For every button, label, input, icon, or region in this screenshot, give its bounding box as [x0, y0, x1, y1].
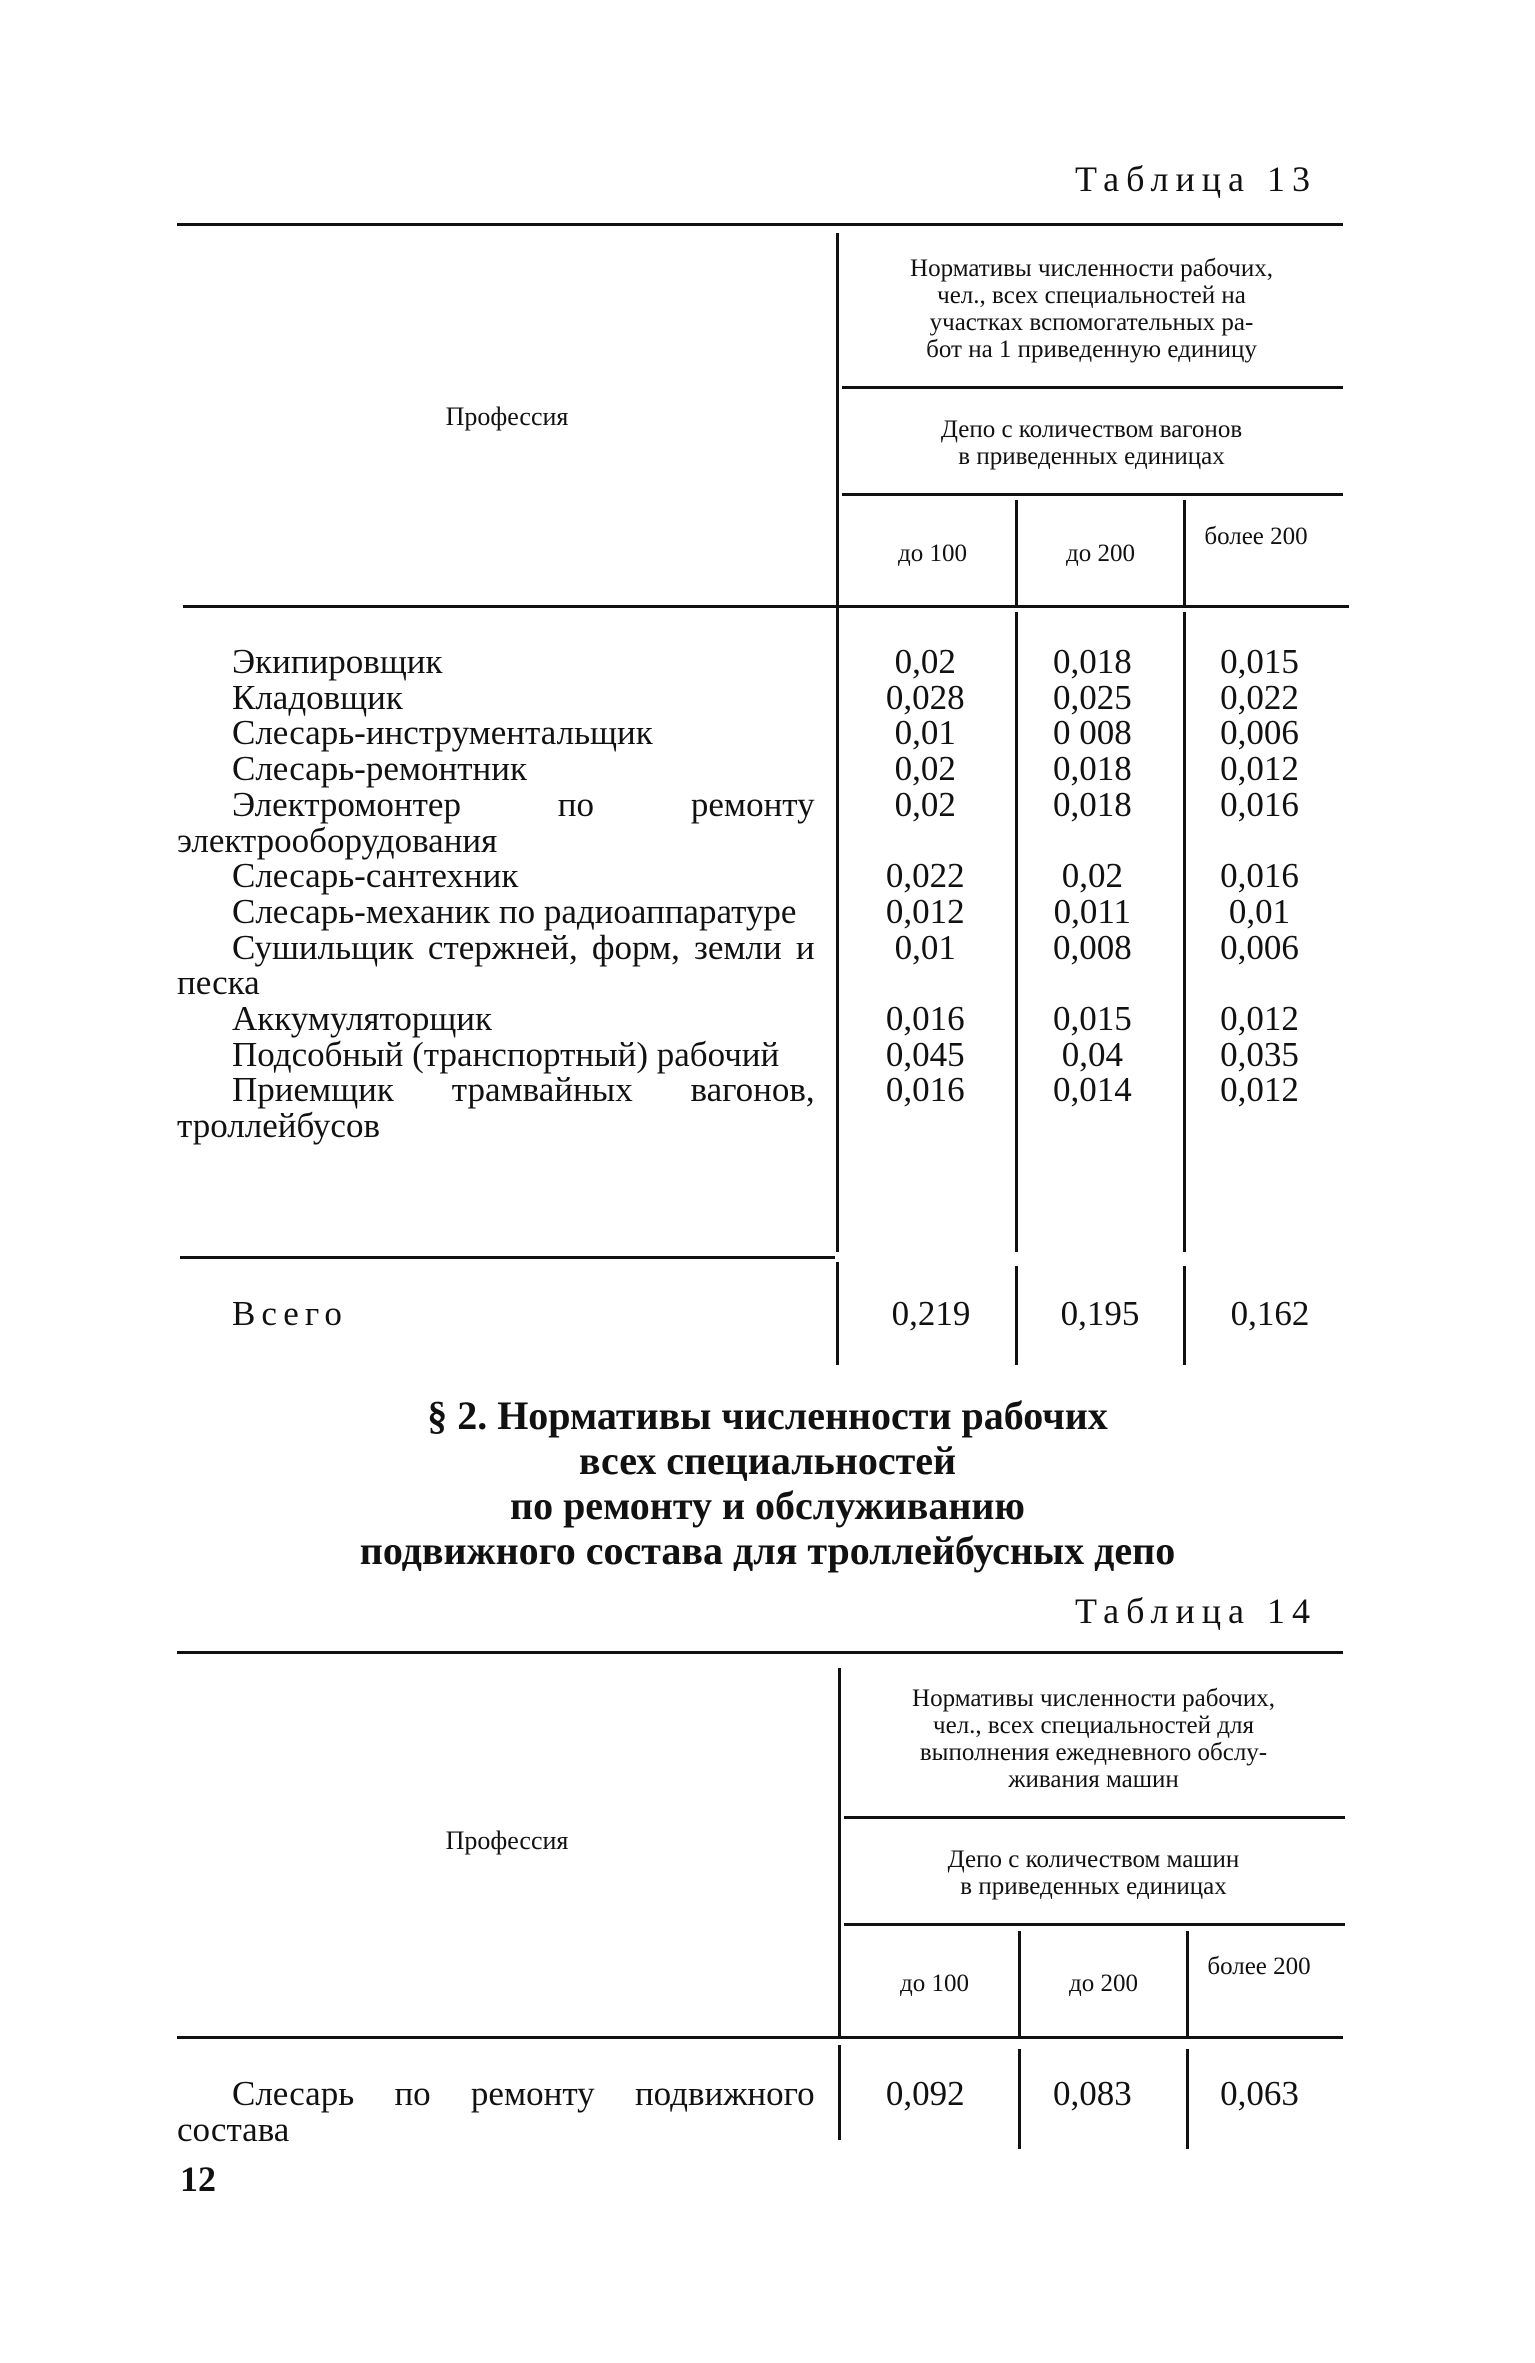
header-bottom-rule [183, 605, 1349, 608]
value-cell: 0,028 [885, 677, 965, 717]
value-cell: 0,018 [1052, 784, 1132, 824]
value-cell: 0,012 [1220, 749, 1299, 789]
table-row [177, 858, 1343, 894]
table-row [177, 677, 1343, 717]
value-cell: 0,006 [1220, 927, 1299, 967]
profession-header: Профессия [445, 402, 569, 431]
profession-cell: Подсобный (транспортный) рабочий [232, 1034, 780, 1074]
table-14-caption: Таблица 14 [1075, 1591, 1317, 1631]
heading-line: § 2. Нормативы численности рабочих [427, 1393, 1108, 1438]
table-row [177, 927, 1343, 1003]
table-13-body [177, 644, 1343, 1144]
profession-cell: Приемщик трамвайных вагонов, троллейбусов [177, 1070, 815, 1146]
header-rule [842, 493, 1343, 496]
table-row [177, 1001, 1343, 1037]
profession-cell: Слесарь-механик по радиоаппаратуре [232, 891, 797, 931]
header-line: Депо с количеством машин [947, 1846, 1240, 1873]
total-value: 0,195 [1060, 1294, 1140, 1333]
profession-cell: Слесарь-инструментальщик [232, 713, 653, 753]
value-cell: 0,012 [1220, 1070, 1299, 1110]
heading-line: по ремонту и обслуживанию [510, 1483, 1025, 1528]
value-cell: 0,016 [1220, 856, 1299, 896]
header-rule [844, 1816, 1345, 1819]
column-header: до 100 [898, 540, 967, 567]
value-cell: 0,011 [1053, 891, 1132, 931]
total-value: 0,162 [1230, 1294, 1310, 1333]
value-cell: 0,045 [885, 1034, 965, 1074]
value-cell: 0,018 [1052, 749, 1132, 789]
value-cell: 0,008 [1052, 927, 1132, 967]
header-rule [842, 386, 1343, 389]
table-row [177, 1070, 1343, 1146]
column-divider [836, 233, 839, 647]
table-row [177, 784, 1343, 860]
heading-line: подвижного состава для троллейбусных депо [359, 1528, 1176, 1573]
value-cell: 0,083 [1052, 2074, 1132, 2113]
value-cell: 0,01 [1228, 891, 1291, 931]
column-header: до 200 [1069, 1970, 1138, 1997]
value-cell: 0,01 [894, 927, 956, 967]
profession-cell: Экипировщик [232, 642, 443, 681]
value-cell: 0,022 [885, 856, 965, 896]
table-row [177, 2076, 1343, 2147]
column-divider [838, 1668, 841, 2038]
header-line: чел., всех специальностей для [933, 1712, 1254, 1739]
group-header [840, 255, 1343, 363]
value-cell: 0,02 [894, 784, 956, 824]
header-line: участках вспомогательных ра- [929, 309, 1254, 336]
group-header [842, 1685, 1345, 1793]
value-cell: 0,012 [885, 891, 965, 931]
value-cell: 0,01 [894, 713, 956, 753]
column-header: до 200 [1066, 540, 1135, 567]
value-cell: 0,02 [894, 749, 956, 789]
table-13-caption: Таблица 13 [1075, 159, 1317, 199]
profession-cell: Сушильщик стержней, форм, земли и песка [177, 927, 815, 1003]
value-cell: 0,063 [1220, 2074, 1299, 2113]
value-cell: 0,02 [894, 642, 956, 681]
value-cell: 0,015 [1052, 999, 1132, 1039]
header-line: бот на 1 приведенную единицу [926, 336, 1257, 363]
value-cell: 0,012 [1220, 999, 1299, 1039]
page-number: 12 [180, 2159, 216, 2199]
header-line: чел., всех специальностей на [937, 282, 1246, 309]
value-cell: 0,035 [1220, 1034, 1299, 1074]
total-label: Всего [232, 1294, 348, 1333]
profession-cell: Слесарь-сантехник [232, 856, 519, 896]
heading-line: всех специальностей [578, 1438, 957, 1483]
header-bottom-rule [177, 2036, 1343, 2039]
value-cell: 0,02 [1061, 856, 1123, 896]
header-line: Депо с количеством вагонов [940, 416, 1243, 443]
section-heading [0, 1393, 1535, 1573]
column-header: до 100 [900, 1970, 969, 1997]
value-cell: 0,014 [1052, 1070, 1132, 1110]
value-cell: 0,018 [1052, 642, 1132, 681]
header-line: Нормативы численности рабочих, [912, 1685, 1275, 1712]
value-cell: 0,006 [1220, 713, 1299, 753]
table-row [177, 715, 1343, 751]
value-cell: 0,016 [885, 999, 965, 1039]
value-cell: 0,015 [1220, 642, 1299, 681]
profession-header: Профессия [445, 1826, 569, 1855]
value-cell: 0,04 [1061, 1034, 1123, 1074]
table-14-body [177, 2076, 1343, 2147]
header-line: в приведенных единицах [960, 1873, 1227, 1900]
value-cell: 0,016 [1220, 784, 1299, 824]
column-divider [836, 1262, 839, 1365]
header-line: в приведенных единицах [958, 443, 1225, 470]
header-line: живания машин [1008, 1766, 1179, 1793]
header-line: Нормативы численности рабочих, [910, 255, 1273, 282]
profession-cell: Электромонтер по ремонту электрооборудования [177, 784, 815, 860]
profession-cell: Кладовщик [232, 677, 403, 717]
profession-cell: Слесарь-ремонтник [232, 749, 528, 789]
table-row [177, 1034, 1343, 1074]
total-rule [180, 1256, 835, 1259]
value-cell: 0,022 [1220, 677, 1299, 717]
table-top-rule [177, 1651, 1343, 1654]
value-cell: 0,025 [1052, 677, 1132, 717]
total-value: 0,219 [891, 1294, 971, 1333]
column-header: более 200 [1207, 1953, 1311, 1980]
profession-cell: Слесарь по ремонту подвижного состава [177, 2074, 815, 2149]
table-row [177, 644, 1343, 680]
profession-cell: Аккумуляторщик [232, 999, 493, 1039]
header-rule [844, 1923, 1345, 1926]
column-header: более 200 [1204, 523, 1308, 550]
table-row [177, 751, 1343, 787]
column-divider [1183, 500, 1186, 605]
column-divider [1186, 1931, 1189, 2036]
header-line: выполнения ежедневного обслу- [919, 1739, 1268, 1766]
value-cell: 0,092 [885, 2074, 965, 2113]
value-cell: 0 008 [1052, 713, 1132, 753]
table-top-rule [177, 223, 1343, 226]
subgroup-header [840, 416, 1343, 470]
value-cell: 0,016 [885, 1070, 965, 1110]
table-row [177, 891, 1343, 931]
subgroup-header [842, 1846, 1345, 1900]
